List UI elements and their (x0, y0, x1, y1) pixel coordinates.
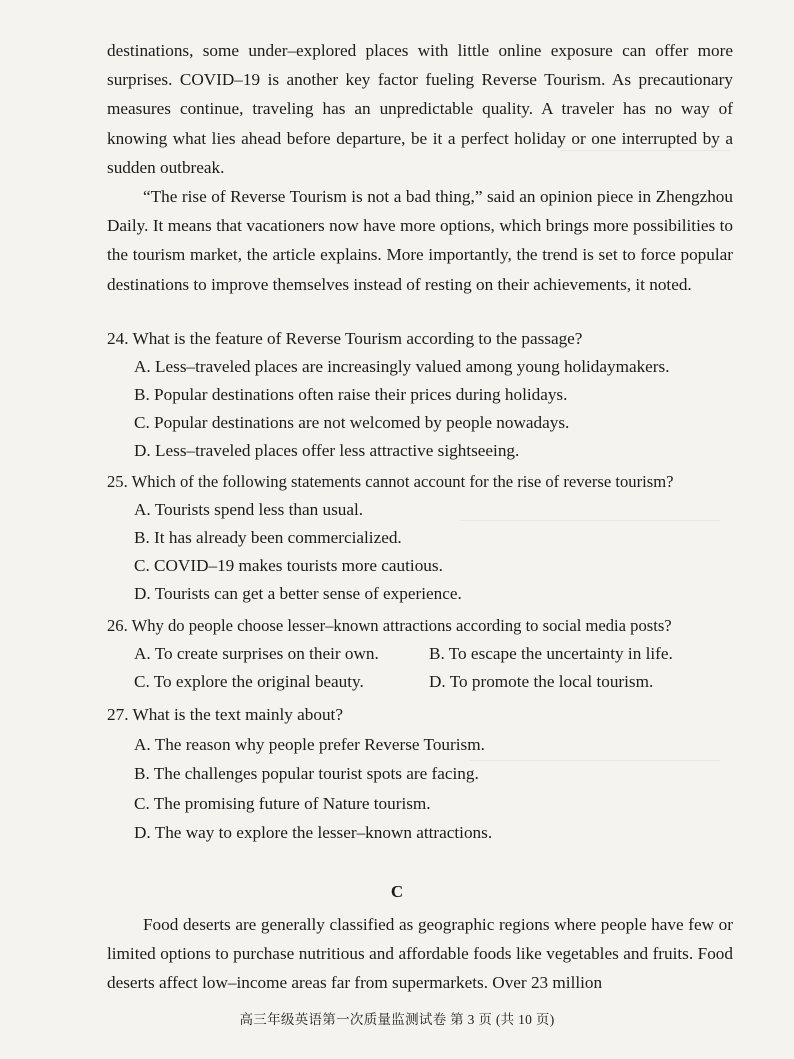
question-stem: 24. What is the feature of Reverse Tourism according to the passage? (107, 329, 583, 348)
option-c[interactable]: C. COVID–19 makes tourists more cautious. (134, 556, 443, 575)
option-d[interactable]: D. The way to explore the lesser–known attractions. (134, 823, 493, 842)
option-c[interactable]: C. To explore the original beauty. (134, 672, 364, 691)
option-b[interactable]: B. To escape the uncertainty in life. (429, 644, 673, 663)
passage-paragraph: Food deserts are generally classified as geographic regions where people have few or limited options to purchase nutritious and affordable foods like vegetables and fruits. Food deserts affect low–income areas far from supermarkets. Over 23 million (107, 915, 733, 993)
option-b[interactable]: B. Popular destinations often raise their prices during holidays. (134, 385, 568, 404)
passage-paragraph: “The rise of Reverse Tourism is not a bad thing,” said an opinion piece in Zhengzhou Daily. It means that vacationers now have more options, which brings more possibilities to the tourism market, the article explains. More importantly, the trend is set to force popular destinations to improve themselves instead of resting on their achievements, it noted. (107, 187, 733, 294)
question-stem: 25. Which of the following statements cannot account for the rise of reverse tourism? (107, 472, 674, 491)
question-24 (107, 325, 737, 465)
option-a[interactable]: A. Tourists spend less than usual. (134, 500, 364, 519)
page-footer: 高三年级英语第一次质量监测试卷 第 3 页 (共 10 页) (239, 1012, 555, 1027)
option-a[interactable]: A. To create surprises on their own. (134, 644, 379, 663)
option-b[interactable]: B. The challenges popular tourist spots are facing. (134, 764, 479, 783)
option-d[interactable]: D. To promote the local tourism. (429, 672, 654, 691)
passage-top (107, 36, 733, 299)
option-d[interactable]: D. Tourists can get a better sense of experience. (134, 584, 462, 603)
passage-c (107, 910, 733, 998)
option-c[interactable]: C. Popular destinations are not welcomed by people nowadays. (134, 413, 570, 432)
option-c[interactable]: C. The promising future of Nature tourism. (134, 793, 431, 813)
question-26 (107, 612, 737, 696)
option-b[interactable]: B. It has already been commercialized. (134, 528, 402, 547)
question-stem: 27. What is the text mainly about? (107, 705, 343, 724)
option-a[interactable]: A. The reason why people prefer Reverse Tourism. (134, 734, 485, 754)
question-27 (107, 700, 737, 848)
option-a[interactable]: A. Less–traveled places are increasingly valued among young holidaymakers. (134, 357, 670, 376)
section-letter: C (390, 882, 404, 901)
passage-paragraph: destinations, some under–explored places with little online exposure can offer more surprises. COVID–19 is another key factor fueling Reverse Tourism. As precautionary measures continue, traveling has an unpredictable quality. A traveler has no way of knowing what lies ahead before departure, be it a perfect holiday or one interrupted by a sudden outbreak. (107, 41, 733, 177)
option-d[interactable]: D. Less–traveled places offer less attractive sightseeing. (134, 441, 520, 460)
question-25 (107, 468, 737, 608)
options-row (134, 668, 737, 696)
question-stem: 26. Why do people choose lesser–known attractions according to social media posts? (107, 616, 672, 635)
options-row (134, 640, 737, 668)
